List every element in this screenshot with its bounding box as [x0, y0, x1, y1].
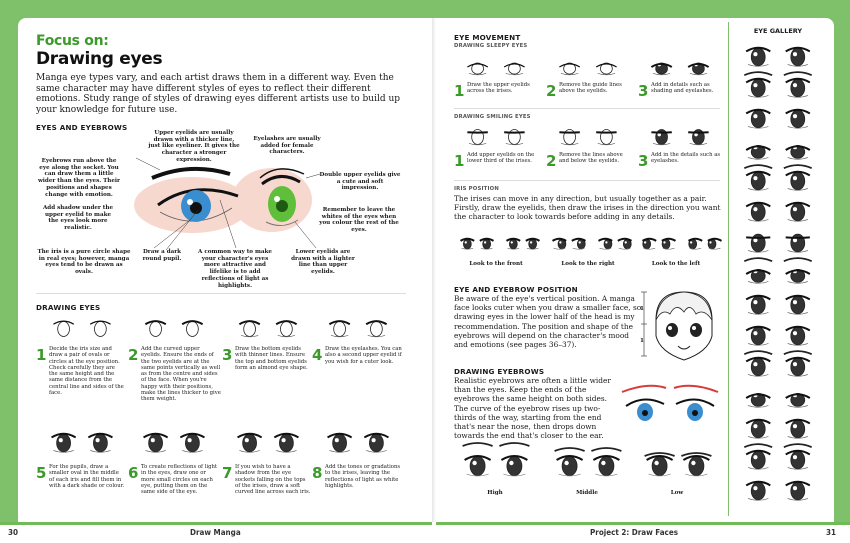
- eyes-eyebrows-heading: EYES AND EYEBROWS: [36, 123, 128, 132]
- caption-high: High: [487, 490, 503, 496]
- eye-pair-sketch: [735, 447, 821, 473]
- eye-pair-sketch: [456, 448, 536, 484]
- left-page-number: 30: [8, 528, 19, 537]
- eye-pair-sketch: [735, 44, 821, 70]
- caption-look-front: Look to the front: [469, 261, 523, 267]
- caption-low: Low: [670, 490, 684, 496]
- iris-position-text: The irises can move in any direction, but usually together as a pair. Firstly, draw the eyelids, then draw the irises in the direction you want the character to look towards before adding in any details.: [454, 194, 721, 222]
- book-title: Draw Manga: [190, 528, 241, 537]
- step-number: 3: [638, 152, 649, 170]
- eye-pair-sketch: [684, 232, 726, 256]
- eye-pair-sketch: [735, 292, 821, 318]
- eye-pair-sketch: [735, 323, 821, 349]
- eye-pair-sketch: [735, 478, 821, 504]
- eye-pair-sketch: [318, 430, 398, 456]
- eye-pair-sketch: [594, 232, 636, 256]
- step-number: 7: [222, 464, 233, 482]
- annotation-reflections: A common way to make your character's eyes more attractive and lifelike is to add reflections of light as highlights.: [198, 249, 272, 289]
- eye-pair-sketch: [735, 261, 821, 287]
- drawing-eyes-heading: DRAWING EYES: [36, 303, 101, 312]
- step-number: 8: [312, 464, 323, 482]
- eye-gallery: [728, 22, 826, 516]
- drawing-eyebrows-heading: DRAWING EYEBROWS: [454, 367, 545, 376]
- divider: [36, 293, 406, 294]
- eye-pair-sketch: [456, 232, 498, 256]
- step-number: 3: [638, 82, 649, 100]
- step-number: 2: [128, 346, 139, 364]
- eye-pair-sketch: [735, 75, 821, 101]
- eye-pair-sketch: [638, 448, 718, 484]
- step-number: 6: [128, 464, 139, 482]
- focus-on-label: Focus on:: [36, 33, 109, 49]
- iris-position-heading: IRIS POSITION: [454, 186, 499, 192]
- step-number: 1: [454, 152, 465, 170]
- chapter-title: Project 2: Draw Faces: [590, 528, 678, 537]
- step-number: 2: [546, 82, 557, 100]
- step-number: 2: [546, 152, 557, 170]
- eye-pair-sketch: [735, 168, 821, 194]
- annotation-pupil: Draw a dark round pupil.: [142, 249, 182, 262]
- divider: [454, 180, 720, 181]
- annotation-upper-eyelids: Upper eyelids are usually drawn with a thicker line, just like eyeliner. It gives the character a stronger expression.: [148, 130, 240, 163]
- eye-pair-sketch: [640, 126, 720, 148]
- caption-look-left: Look to the left: [651, 261, 701, 267]
- eye-pair-sketch: [735, 230, 821, 256]
- eye-pair-sketch: [42, 318, 122, 340]
- step-text: Add in the details such as eyelashes.: [651, 152, 721, 165]
- page-gutter: [432, 18, 436, 522]
- annotation-lower-eyelids: Lower eyelids are drawn with a lighter line than upper eyelids.: [291, 249, 355, 276]
- eye-pair-sketch: [456, 56, 536, 78]
- eye-pair-sketch: [735, 199, 821, 225]
- step-number: 3: [222, 346, 233, 364]
- page-title: Drawing eyes: [36, 49, 163, 69]
- divider: [454, 108, 720, 109]
- step-text: Add in details such as shading and eyelashes.: [651, 82, 714, 95]
- footer-rule-left: [0, 522, 432, 525]
- intro-text: Manga eye types vary, and each artist draws them in a different way. Even the same character may have different styles of eyes to reflect their different emotions. Study range of styles of drawing eyes different artists use to build up your knowledge for future use.: [36, 73, 401, 115]
- step-text: Draw the upper eyelids across the irises.: [467, 82, 530, 95]
- eye-pair-sketch: [502, 232, 544, 256]
- annotation-double-eyelids: Double upper eyelids give a cute and soft impression.: [319, 172, 401, 192]
- step-text: Add the tones or gradations to the irises, leaving the reflections of light as white highlights.: [325, 464, 401, 489]
- manga-face-illustration: [644, 290, 720, 366]
- caption-look-right: Look to the right: [561, 261, 615, 267]
- annotation-whites: Remember to leave the whites of the eyes when you colour the rest of the eyes.: [319, 207, 399, 234]
- step-text: To create reflections of light in the eyes, draw one or more small circles on each eye, putting them on the same side of the eye.: [141, 464, 218, 496]
- eye-pair-sketch: [735, 106, 821, 132]
- annotation-shadow: Add shadow under the upper eyelid to make the eyes look more realistic.: [42, 205, 114, 232]
- right-page-number: 31: [826, 528, 837, 537]
- step-text: Add the curved upper eyelids. Ensure the ends of the two eyelids are at the same points vertically as well as from the centre and sides of the face. When you're happy with their positions, make the lines thicker to give them weight.: [141, 346, 221, 403]
- eye-gallery-title: EYE GALLERY: [753, 27, 803, 35]
- eye-pair-sketch: [548, 232, 590, 256]
- eye-pair-sketch: [456, 126, 536, 148]
- eye-pair-sketch: [548, 56, 628, 78]
- eye-pair-sketch: [548, 448, 628, 484]
- eye-movement-heading: EYE MOVEMENT: [454, 33, 521, 42]
- eye-pair-sketch: [735, 354, 821, 380]
- step-text: Decide the iris size and draw a pair of ovals or circles at the eye position. Check carefully they are the same height and the same distance from the central line and sides of the face.: [49, 346, 124, 397]
- step-number: 5: [36, 464, 47, 482]
- step-text: Add upper eyelids on the lower third of the irises.: [467, 152, 535, 165]
- step-text: Draw the bottom eyelids with thinner lines. Ensure the top and bottom eyelids form an almond eye shape.: [235, 346, 308, 371]
- step-text: If you wish to have a shadow from the eye sockets falling on the tops of the irises, draw a soft curved line across each iris.: [235, 464, 311, 496]
- step-text: Remove the lines above and below the eyelids.: [559, 152, 623, 165]
- eye-diagram-illustration: [120, 160, 340, 255]
- annotation-eyelashes: Eyelashes are usually added for female characters.: [253, 136, 321, 156]
- annotation-eyebrows: Eyebrows run above the eye along the socket. You can draw them a little wider than the eyes. Their positions and shapes change with emotion.: [37, 158, 121, 198]
- eye-pair-sketch: [134, 430, 214, 456]
- sleepy-eyes-heading: DRAWING SLEEPY EYES: [454, 43, 528, 49]
- eye-pair-sketch: [318, 318, 398, 340]
- eye-pair-sketch: [548, 126, 628, 148]
- eyebrow-position-text: Be aware of the eye's vertical position. A manga face looks cuter when you draw a smaller face, so drawing eyes in the lower half of the head is my recommendation. The position and shape of the eyebrows will depend on the character's mood and emotions (see pages 36–37).: [454, 294, 642, 350]
- page-footer: [0, 522, 850, 543]
- eye-pair-sketch: [735, 137, 821, 163]
- eye-pair-sketch: [134, 318, 214, 340]
- eyebrow-position-heading: EYE AND EYEBROW POSITION: [454, 285, 578, 294]
- eye-pair-sketch: [735, 385, 821, 411]
- footer-rule-right: [436, 522, 850, 525]
- drawing-eyebrows-text: Realistic eyebrows are often a little wider than the eyes. Keep the ends of the eyebrows the same height on both sides. The curve of the eyebrow rises up two-thirds of the way, starting from the end that's near the nose, then drops down towards the end that's closer to the ear.: [454, 376, 611, 441]
- step-text: Remove the guide lines above the eyelids.: [559, 82, 622, 95]
- step-text: For the pupils, draw a smaller oval in the middle of each iris and fill them in with a dark shade or colour.: [49, 464, 125, 489]
- smiling-eyes-heading: DRAWING SMILING EYES: [454, 114, 531, 120]
- eye-pair-sketch: [228, 318, 308, 340]
- eye-pair-sketch: [228, 430, 308, 456]
- ratio-mark-bottom: 1: [640, 338, 644, 344]
- step-text: Draw the eyelashes. You can also a second upper eyelid if you wish for a cuter look.: [325, 346, 402, 365]
- eyebrow-curve-illustration: [618, 376, 722, 440]
- eye-pair-sketch: [638, 232, 680, 256]
- eye-pair-sketch: [42, 430, 122, 456]
- ratio-mark-top: 1: [640, 306, 644, 312]
- annotation-iris: The iris is a pure circle shape in real eyes; however, manga eyes tend to be drawn as ovals.: [37, 249, 131, 276]
- step-number: 1: [36, 346, 47, 364]
- step-number: 4: [312, 346, 323, 364]
- eye-pair-sketch: [640, 56, 720, 78]
- step-number: 1: [454, 82, 465, 100]
- caption-middle: Middle: [576, 490, 598, 496]
- eye-pair-sketch: [735, 416, 821, 442]
